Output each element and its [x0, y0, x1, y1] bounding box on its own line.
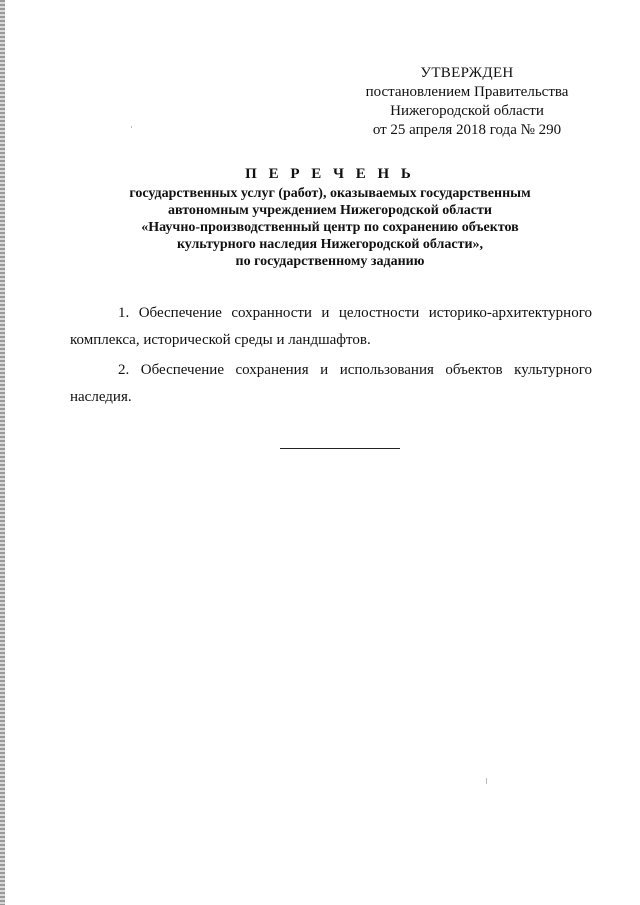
title-line-5: по государственному заданию: [235, 254, 425, 269]
list-item-2: 2. Обеспечение сохранения и использования объектов культурного наследия.: [70, 362, 592, 405]
title-line-4: культурного наследия Нижегородской области»,: [176, 237, 484, 252]
scan-edge: [0, 0, 5, 905]
approved-label: УТВЕРЖДЕН: [420, 65, 514, 81]
list-item-1: 1. Обеспечение сохранности и целостности историко-архитектурного комплекса, исторической среды и ландшафтов.: [70, 305, 592, 348]
title-heading: П Е Р Е Ч Е Н Ь: [245, 166, 415, 182]
scan-speck: [486, 778, 487, 784]
approval-stamp-block: [362, 64, 572, 140]
title-line-2: автономным учреждением Нижегородской области: [168, 203, 492, 218]
services-list: [70, 300, 592, 414]
document-title: [60, 166, 600, 270]
scan-speck: [131, 126, 132, 128]
approved-by-line: постановлением Правительства: [365, 84, 569, 100]
title-line-3: «Научно-производственный центр по сохранению объектов: [141, 220, 519, 235]
closing-rule: [280, 448, 400, 449]
approved-region-line: Нижегородской области: [390, 103, 544, 119]
approved-date-line: от 25 апреля 2018 года № 290: [372, 122, 562, 138]
title-line-1: государственных услуг (работ), оказываемых государственным: [129, 186, 531, 201]
